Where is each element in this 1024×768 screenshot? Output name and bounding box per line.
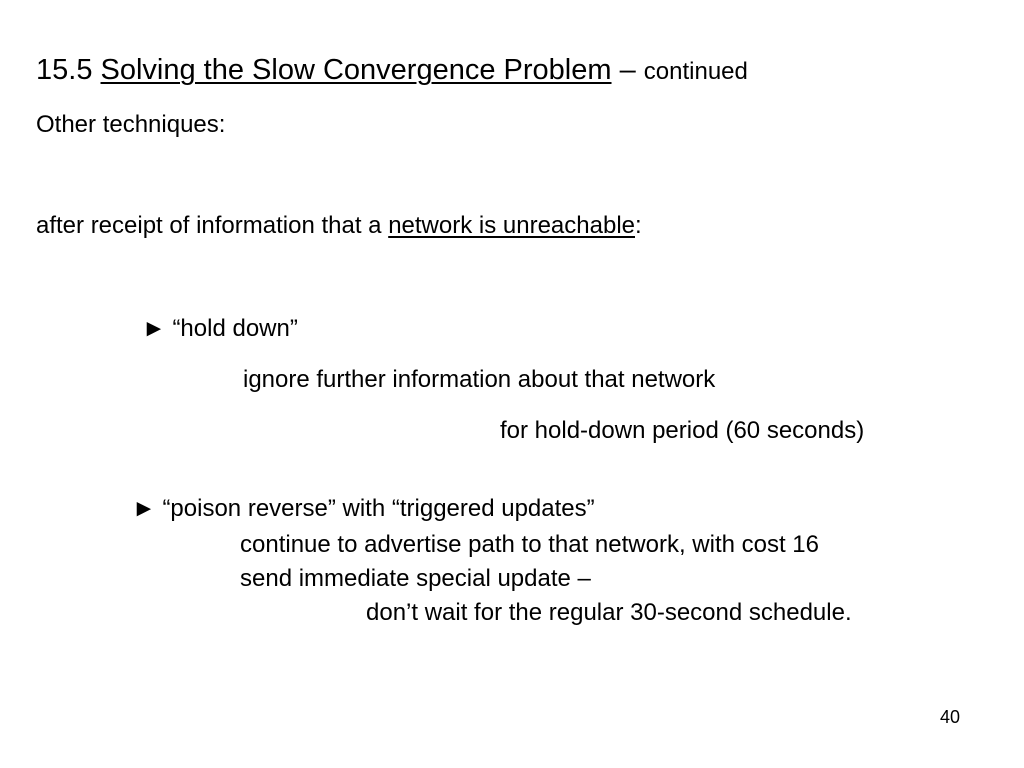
intro-line [36,214,642,238]
bullet-arrow-icon: ► [132,495,156,522]
bullet-heading: “hold down” [172,315,298,342]
intro-emphasis: network is unreachable [388,212,635,239]
intro-prefix: after receipt of information that a [36,212,389,239]
bullet-heading: “poison reverse” with “triggered updates” [162,495,595,522]
bullet-arrow-icon: ► [142,315,166,342]
bullet-detail: for hold-down period (60 seconds) [500,417,865,444]
bullet-detail: don’t wait for the regular 30-second schedule. [366,599,852,626]
slide-title [36,56,748,85]
page-number: 40 [940,707,961,727]
bullet-detail: continue to advertise path to that network, with cost 16 [240,531,819,558]
section-number: 15.5 [36,54,93,86]
title-dash: – [619,54,636,86]
intro-suffix: : [635,212,642,239]
bullet-poison-reverse [132,497,595,521]
bullet-detail: ignore further information about that network [243,366,716,393]
bullet-hold-down [142,317,298,341]
section-title: Solving the Slow Convergence Problem [100,54,612,86]
subtitle: Other techniques: [36,111,226,138]
continued-label: continued [643,58,748,85]
bullet-detail: send immediate special update – [240,565,591,592]
